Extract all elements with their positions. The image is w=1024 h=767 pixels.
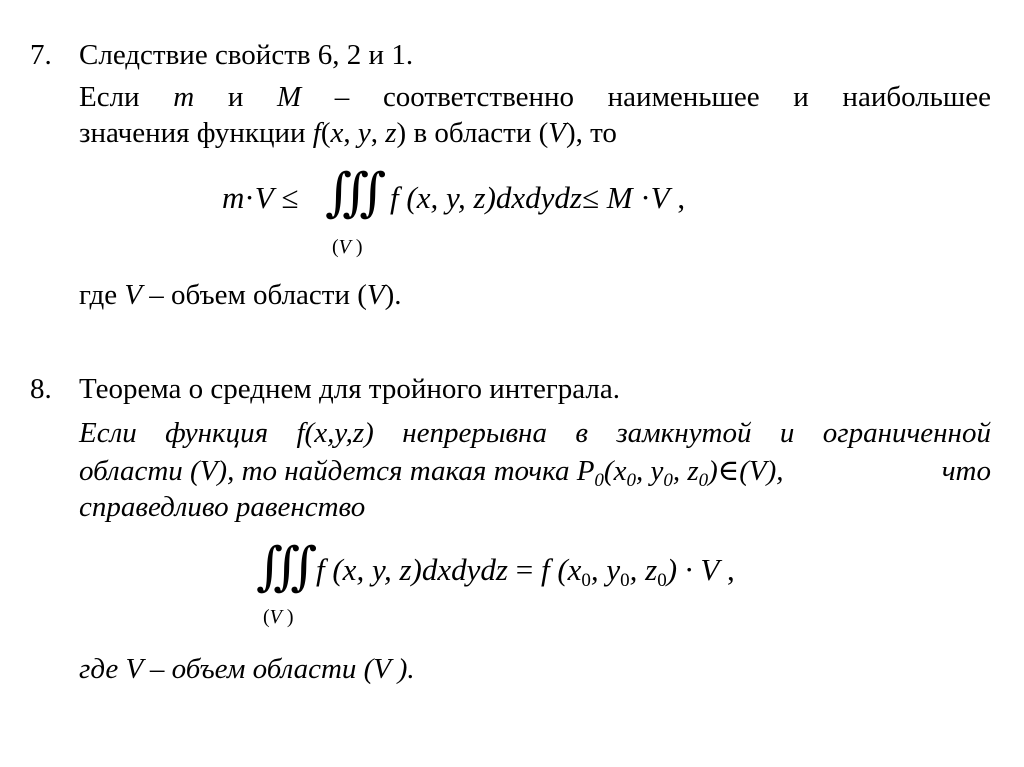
- subscript: 0: [663, 470, 673, 491]
- rhs: , y: [590, 552, 621, 587]
- item-7-line-1: [79, 80, 991, 114]
- integrand: f (x, y, z)dxdydz: [316, 552, 508, 587]
- symbol-m: m: [222, 180, 245, 215]
- subscript: 0: [657, 570, 667, 591]
- le-sign: ≤: [581, 180, 599, 215]
- rhs: ) ·: [666, 552, 693, 587]
- dash: –: [334, 81, 350, 113]
- text-part: (x: [603, 455, 627, 487]
- symbol-M: M: [276, 81, 302, 113]
- integration-region: [263, 606, 294, 628]
- item-8-line-1: [79, 416, 991, 450]
- paren: ): [281, 606, 294, 628]
- symbol-V: V: [338, 236, 351, 258]
- comma: ,: [343, 117, 358, 149]
- comma: ,: [719, 552, 735, 587]
- text: значения функции: [79, 117, 313, 149]
- text: ).: [384, 279, 402, 311]
- word: Если: [79, 417, 137, 449]
- word: наименьшее: [607, 81, 760, 113]
- comma: ,: [669, 180, 686, 215]
- item-7-line-2: [79, 116, 617, 150]
- subscript: 0: [698, 470, 709, 491]
- item-8-line-2: [79, 454, 991, 491]
- symbol-f: f: [312, 117, 321, 149]
- word: и: [779, 417, 795, 449]
- word: Если: [79, 81, 140, 113]
- item-7-heading: Следствие свойств 6, 2 и 1.: [79, 39, 414, 71]
- word: и: [227, 81, 244, 113]
- symbol-f: f: [390, 180, 399, 215]
- symbol-V: V: [548, 117, 566, 149]
- paren: (: [263, 606, 270, 628]
- item-8-line-3: справедливо равенство: [79, 491, 366, 523]
- text-part: , z: [672, 455, 699, 487]
- dot-operator: ·: [640, 180, 651, 215]
- item-8-heading: Теорема о среднем для тройного интеграла.: [79, 373, 620, 405]
- word: f(x,y,z): [296, 417, 374, 449]
- word: в: [575, 417, 588, 449]
- paren: (: [320, 117, 331, 149]
- rhs: f (x: [540, 552, 582, 587]
- text: где: [79, 279, 125, 311]
- word: непрерывна: [402, 417, 547, 449]
- word: наибольшее: [842, 81, 991, 113]
- symbol-y: y: [357, 117, 371, 149]
- text: – объем области (: [142, 279, 367, 311]
- symbol-M: M: [599, 180, 641, 215]
- subscript: 0: [620, 570, 630, 591]
- text: в области (: [406, 117, 549, 149]
- word: и: [793, 81, 809, 113]
- comma: ,: [370, 117, 386, 149]
- text-part: области (V), то найдется такая точка P: [79, 455, 595, 487]
- symbol-x: x: [330, 117, 344, 149]
- le-sign: ≤: [273, 180, 299, 215]
- symbol-V: V: [692, 552, 720, 587]
- dot-operator: ·: [244, 180, 255, 215]
- integrand-args: (x, y, z)dxdydz: [398, 180, 582, 215]
- symbol-z: z: [385, 117, 397, 149]
- text: [79, 454, 784, 491]
- rhs: , z: [629, 552, 658, 587]
- paren: ): [350, 236, 363, 258]
- item-8-number: 8.: [30, 373, 52, 405]
- word: замкнутой: [616, 417, 752, 449]
- item-8-note: где V – объем области (V ).: [79, 653, 415, 685]
- text-part: , y: [635, 455, 664, 487]
- item-7-note: [79, 278, 402, 312]
- equals-sign: =: [507, 552, 541, 587]
- symbol-V: V: [254, 180, 274, 215]
- symbol-V: V: [650, 180, 670, 215]
- word: соответственно: [382, 81, 575, 113]
- subscript: 0: [581, 570, 591, 591]
- triple-integral-sign: ∭: [256, 539, 310, 596]
- word: функция: [165, 417, 269, 449]
- subscript: 0: [594, 470, 604, 491]
- paren: ): [396, 117, 407, 149]
- symbol-V: V: [269, 606, 282, 628]
- word: что: [941, 455, 991, 487]
- word: ограниченной: [822, 417, 991, 449]
- symbol-m: m: [173, 81, 195, 113]
- subscript: 0: [626, 470, 636, 491]
- paren: (: [332, 236, 339, 258]
- item-7-number: 7.: [30, 39, 52, 71]
- text: ), то: [565, 117, 617, 149]
- symbol-V: V: [124, 279, 143, 311]
- symbol-V: V: [366, 279, 385, 311]
- text-part: )∈(V),: [708, 455, 784, 487]
- triple-integral-sign: ∭: [325, 165, 379, 222]
- integration-region: [332, 236, 363, 258]
